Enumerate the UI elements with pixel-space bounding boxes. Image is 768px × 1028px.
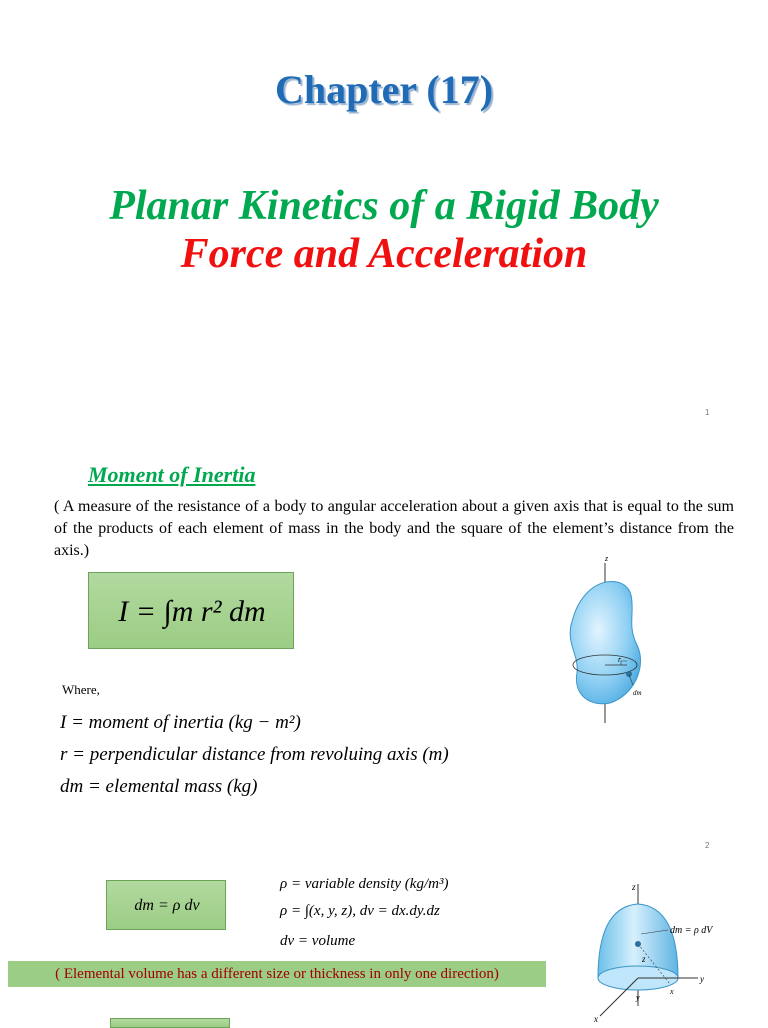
page-number-2: 2 xyxy=(705,841,710,850)
where-label: Where, xyxy=(62,682,100,697)
fig-axis-z-label: z xyxy=(605,555,609,563)
inertia-formula: I = ∫m r² dm xyxy=(118,594,266,628)
fig3-z-mark: z xyxy=(642,954,646,964)
rho-function-dv: ρ = ∫(x, y, z), dv = dx.dy.dz xyxy=(280,903,440,919)
next-formula-box-partial xyxy=(110,1018,230,1028)
dm-formula: dm = ρ dv xyxy=(134,897,200,914)
fig3-dm-rho-dv-label: dm = ρ dV xyxy=(670,925,713,936)
inertia-formula-box xyxy=(88,572,294,649)
fig-dm-label: dm xyxy=(633,689,642,697)
dm-formula-box xyxy=(106,880,226,930)
fig3-z-axis-label: z xyxy=(632,882,636,892)
page-number-1: 1 xyxy=(705,408,710,417)
def-moment-of-inertia: I = moment of inertia (kg − m²) xyxy=(60,712,301,733)
moment-of-inertia-heading: Moment of Inertia xyxy=(88,462,256,487)
paraboloid-figure xyxy=(588,878,738,1024)
fig3-y-mark: y xyxy=(636,993,640,1002)
subtitle-force-acceleration: Force and Acceleration xyxy=(180,231,588,277)
def-elemental-mass: dm = elemental mass (kg) xyxy=(60,776,258,797)
dv-volume: dv = volume xyxy=(280,933,356,949)
fig-radius-label: r xyxy=(618,655,622,664)
fig3-x-mark: x xyxy=(670,987,674,996)
elemental-volume-note-box xyxy=(8,961,546,987)
def-perpendicular-distance: r = perpendicular distance from revoluing axis (m) xyxy=(60,744,449,765)
chapter-title: Chapter (17) xyxy=(274,67,494,112)
fig3-y-axis-label: y xyxy=(700,974,704,984)
rho-variable-density: ρ = variable density (kg/m³) xyxy=(280,876,449,892)
fig3-x-axis-label: x xyxy=(594,1014,598,1024)
subtitle-planar-kinetics: Planar Kinetics of a Rigid Body xyxy=(109,183,659,229)
elemental-volume-note: ( Elemental volume has a different size or thickness in only one direction) xyxy=(55,965,499,982)
rigid-body-figure xyxy=(565,555,665,725)
definition-text: ( A measure of the resistance of a body to angular acceleration about a given axis that is equal to the sum of the products of each element of mass in the body and the square of the element’s distance from the axis.) xyxy=(54,498,734,559)
